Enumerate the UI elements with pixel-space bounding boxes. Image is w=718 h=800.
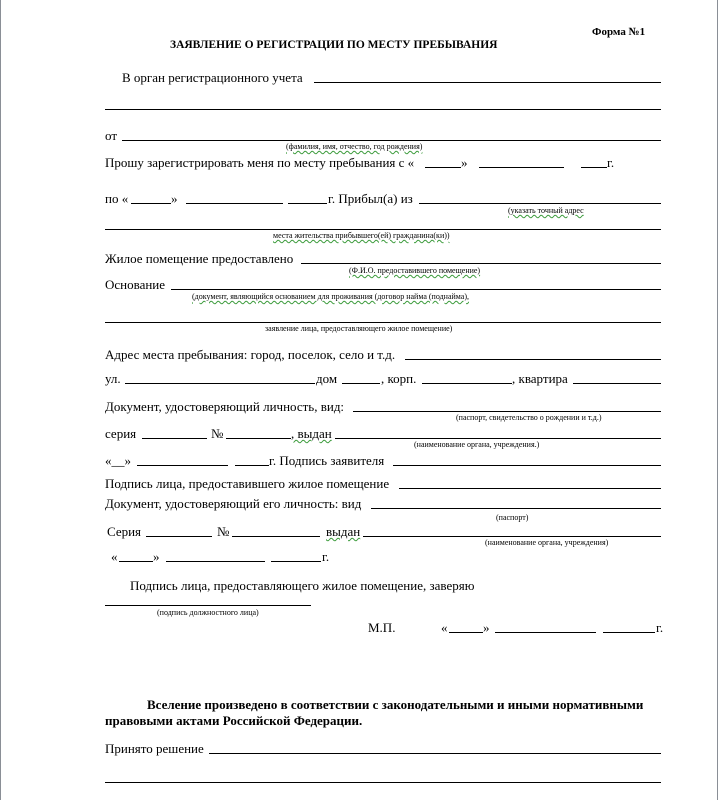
basis-hint-1: (документ, являющийся основанием для проживания (договор найма (поднайма),: [192, 292, 470, 301]
series-field[interactable]: [142, 438, 207, 439]
request-label: Прошу зарегистрировать меня по месту пребывания с «: [105, 155, 415, 170]
provider-doc-type-field[interactable]: [371, 508, 661, 509]
house-field[interactable]: [342, 383, 380, 384]
housing-provider-field[interactable]: [301, 263, 661, 264]
basis-field[interactable]: [171, 289, 661, 290]
date3-day-field[interactable]: [449, 632, 483, 633]
provider-doc-hint: (паспорт): [496, 513, 529, 522]
date2-year-field[interactable]: [271, 561, 321, 562]
number-field[interactable]: [226, 438, 291, 439]
date2-month-field[interactable]: [166, 561, 265, 562]
document-title: ЗАЯВЛЕНИЕ О РЕГИСТРАЦИИ ПО МЕСТУ ПРЕБЫВАНИЯ: [170, 39, 498, 51]
organ-label: В орган регистрационного учета: [122, 70, 303, 85]
housing-label: Жилое помещение предоставлено: [105, 251, 294, 266]
date3-year-suffix: г.: [656, 620, 664, 635]
organ-field[interactable]: [314, 82, 661, 83]
form-number: Форма №1: [592, 26, 646, 38]
official-signature-field[interactable]: [105, 605, 311, 606]
address-label: Адрес места пребывания: город, поселок, село и т.д.: [105, 347, 396, 362]
applicant-signature-label: г. Подпись заявителя: [269, 453, 385, 468]
till-label: по «: [105, 191, 129, 206]
address-locality-field[interactable]: [405, 359, 661, 360]
id-doc-label: Документ, удостоверяющий личность, вид:: [105, 399, 345, 414]
housing-hint: (Ф.И.О. предоставившего помещение): [349, 266, 481, 275]
number2-label: №: [217, 524, 230, 539]
arrived-from-field-line-2[interactable]: [105, 229, 661, 230]
issued-by-field[interactable]: [335, 438, 661, 439]
basis-field-line-2[interactable]: [105, 322, 661, 323]
from-field[interactable]: [122, 140, 661, 141]
decision-field-line-2[interactable]: [105, 782, 661, 783]
request-close-quote: »: [461, 155, 468, 170]
series-label: серия: [105, 426, 137, 441]
date3-close: »: [483, 620, 490, 635]
id-doc-hint: (паспорт, свидетельство о рождении и т.д.): [456, 413, 602, 422]
request-day-field[interactable]: [425, 167, 461, 168]
date2-day-field[interactable]: [119, 561, 153, 562]
settlement-note-line-1: Вселение произведено в соответствии с законодательными и иными нормативными: [147, 697, 644, 712]
date3-open: «: [441, 620, 448, 635]
arrived-hint-1: (указать точный адрес: [508, 206, 584, 215]
korp-field[interactable]: [422, 383, 512, 384]
date2-year-suffix: г.: [322, 549, 330, 564]
certify-label: Подпись лица, предоставляющего жилое помещение, заверяю: [130, 578, 475, 593]
house-label: дом: [316, 371, 338, 386]
date3-year-field[interactable]: [603, 632, 655, 633]
applicant-date-year-field[interactable]: [235, 465, 269, 466]
request-month-field[interactable]: [479, 167, 564, 168]
from-hint: (фамилия, имя, отчество, год рождения): [286, 142, 423, 151]
issued2-hint: (наименование органа, учреждения): [485, 538, 609, 547]
request-year-suffix: г.: [607, 155, 615, 170]
basis-hint-2: заявление лица, предоставляющего жилое помещение): [265, 324, 453, 333]
organ-field-line-2[interactable]: [105, 109, 661, 110]
korp-label: , корп.: [381, 371, 417, 386]
street-field[interactable]: [125, 383, 315, 384]
provider-signature-label: Подпись лица, предоставившего жилое помещение: [105, 476, 390, 491]
applicant-date-open: «__»: [105, 453, 131, 468]
stamp-label: М.П.: [368, 620, 396, 635]
date2-close: »: [153, 549, 160, 564]
id-doc-type-field[interactable]: [353, 411, 661, 412]
basis-label: Основание: [105, 277, 166, 292]
request-year-field[interactable]: [581, 167, 607, 168]
arrived-label: г. Прибыл(а) из: [328, 191, 413, 206]
series2-label: Серия: [107, 524, 142, 539]
issued-hint: (наименование органа, учреждения.): [414, 440, 540, 449]
arrived-hint-2: места жительства прибывшего(ей) гражданина(ки)): [273, 231, 450, 240]
official-signature-hint: (подпись должностного лица): [157, 608, 259, 617]
series2-field[interactable]: [146, 536, 212, 537]
street-label: ул.: [105, 371, 121, 386]
till-month-field[interactable]: [186, 203, 283, 204]
applicant-signature-field[interactable]: [393, 465, 661, 466]
apartment-label: , квартира: [512, 371, 568, 386]
till-year-field[interactable]: [288, 203, 327, 204]
provider-signature-field[interactable]: [399, 488, 661, 489]
date3-month-field[interactable]: [495, 632, 596, 633]
apartment-field[interactable]: [573, 383, 661, 384]
decision-field[interactable]: [209, 753, 661, 754]
date2-open: «: [111, 549, 118, 564]
issued-label: , выдан: [291, 426, 332, 441]
settlement-note-line-2: правовыми актами Российской Федерации.: [105, 713, 363, 728]
decision-label: Принято решение: [105, 741, 204, 756]
issued2-label: выдан: [326, 524, 361, 539]
from-label: от: [105, 128, 118, 143]
applicant-date-month-field[interactable]: [137, 465, 228, 466]
issued2-by-field[interactable]: [363, 536, 661, 537]
provider-doc-label: Документ, удостоверяющий его личность: вид: [105, 496, 362, 511]
number2-field[interactable]: [232, 536, 320, 537]
number-label: №: [211, 426, 224, 441]
till-close-quote: »: [171, 191, 178, 206]
arrived-from-field[interactable]: [419, 203, 661, 204]
till-day-field[interactable]: [131, 203, 171, 204]
